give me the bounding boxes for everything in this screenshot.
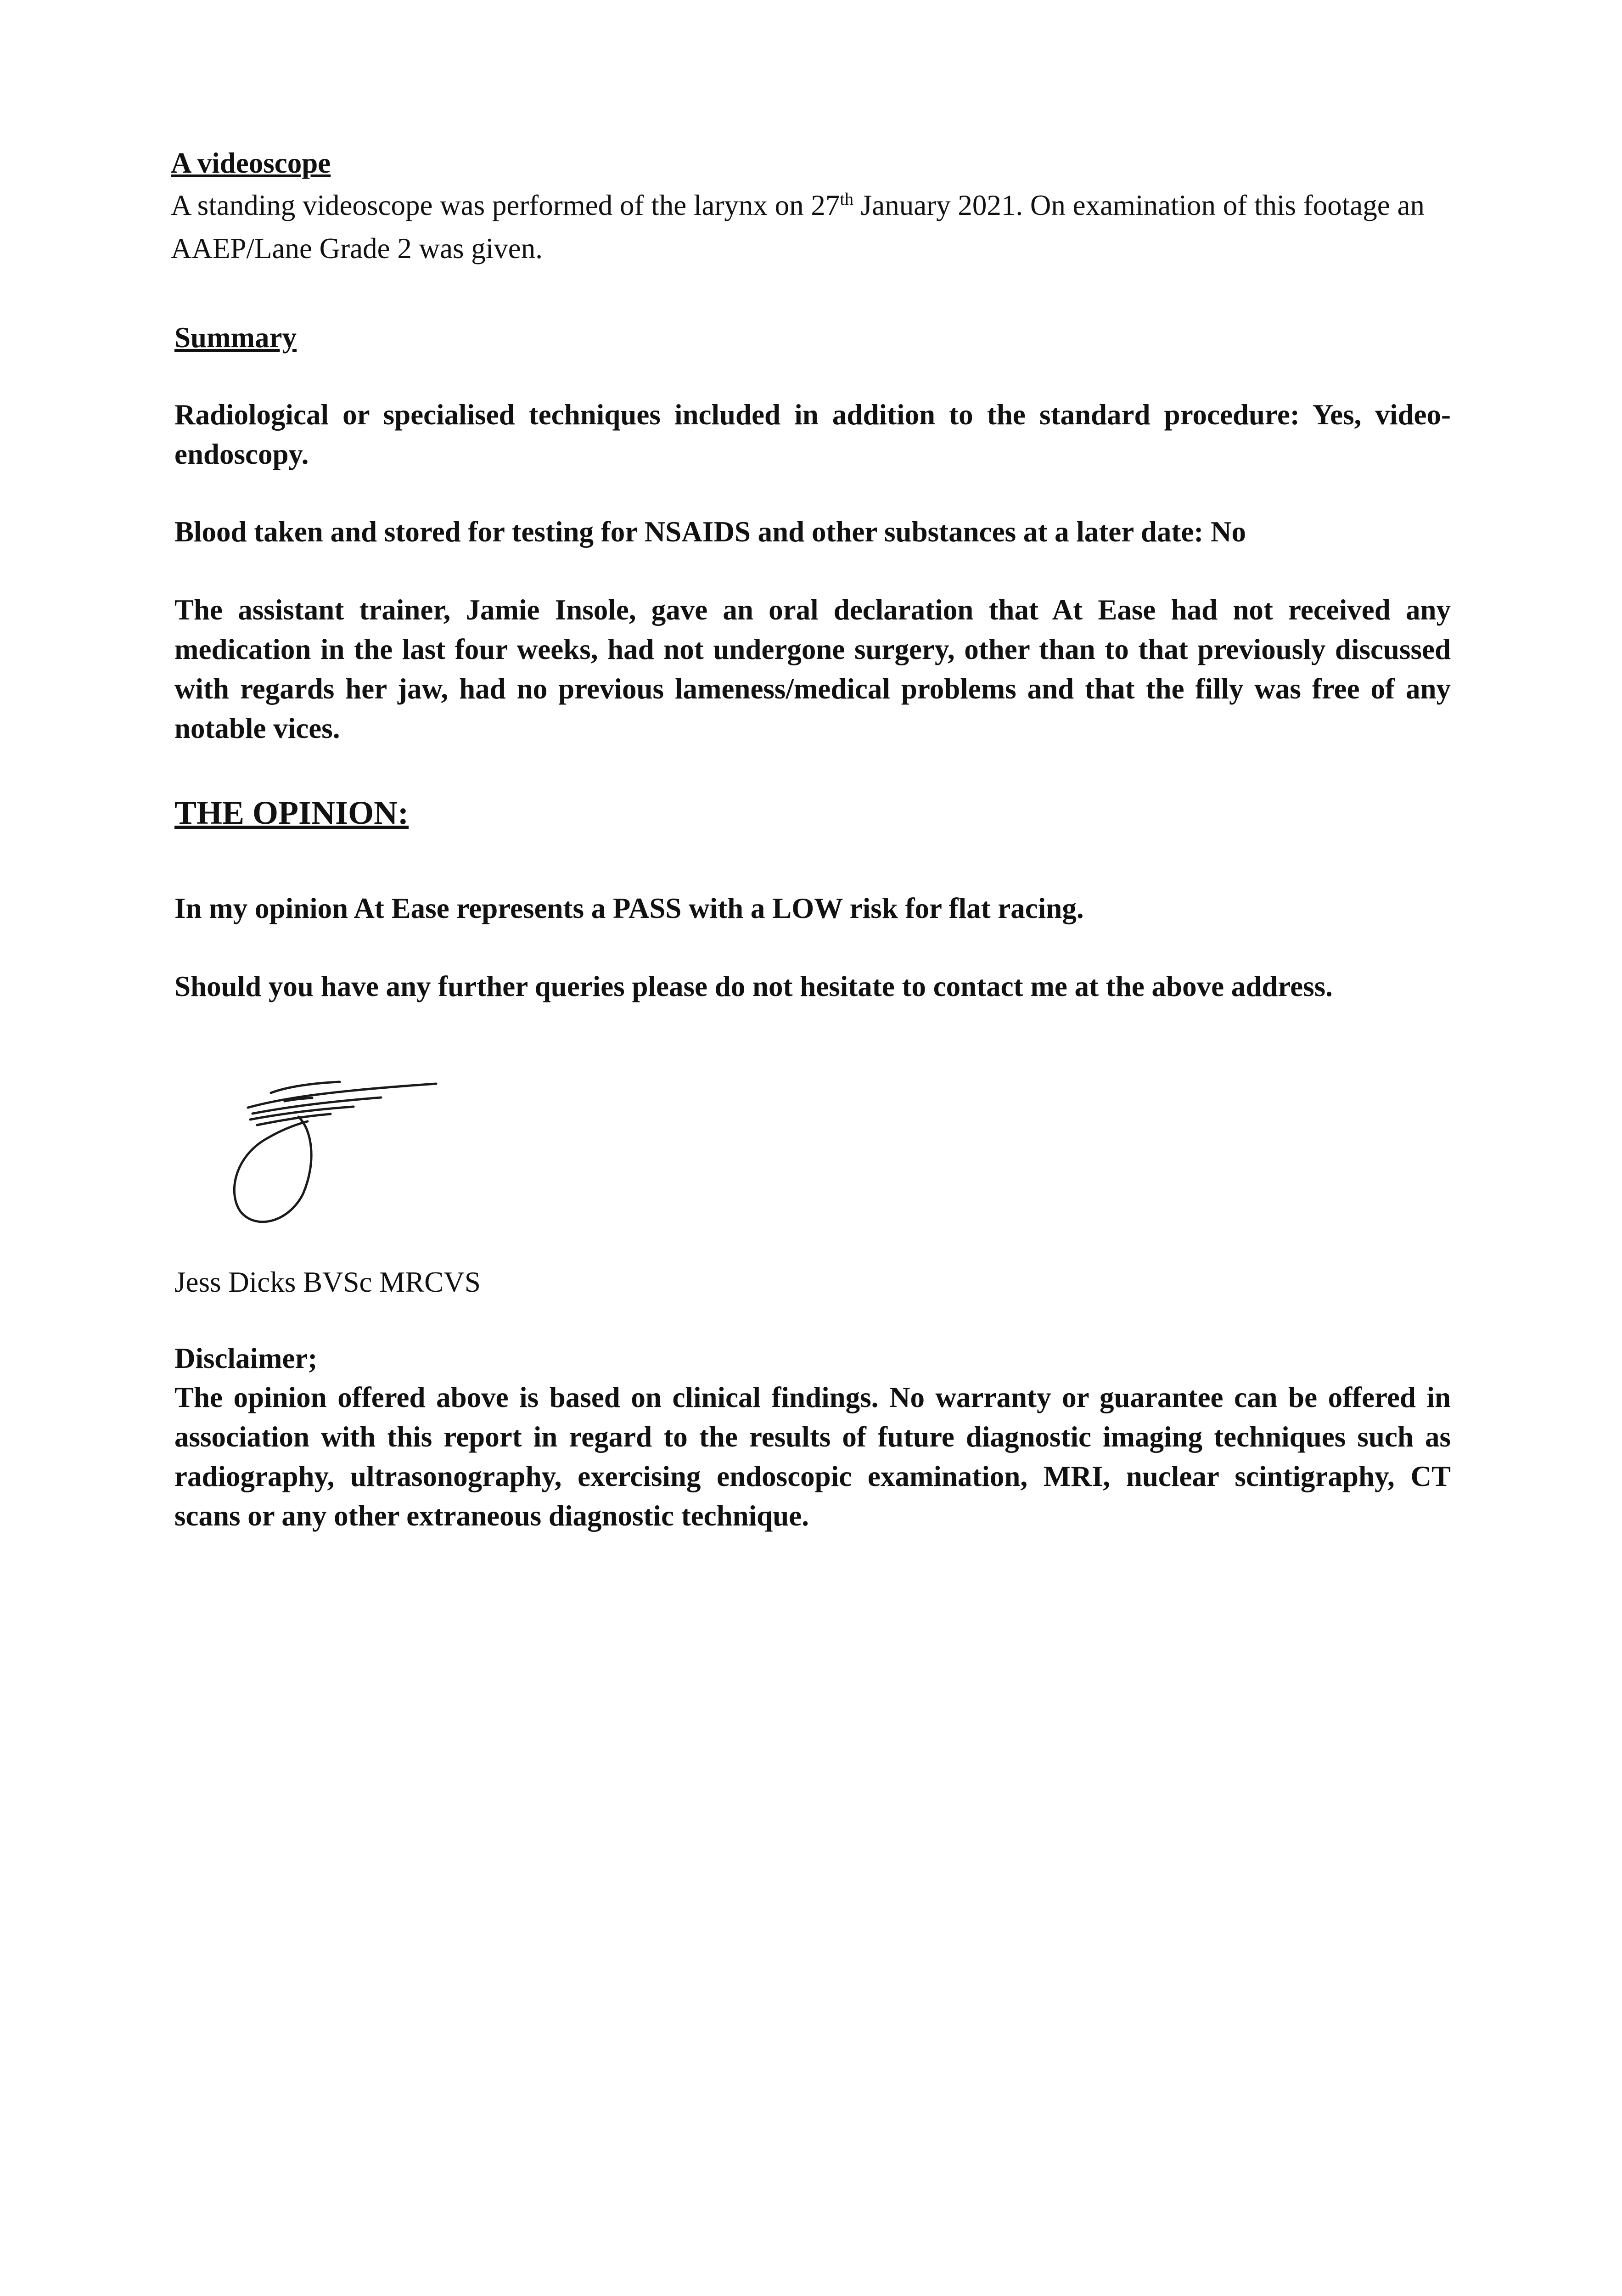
videoscope-text-before: A standing videoscope was performed of the larynx on 27 [171, 189, 840, 221]
videoscope-text-after: January 2021. On examination of this footage an AAEP/Lane Grade 2 was given. [171, 189, 1425, 264]
blood-paragraph: Blood taken and stored for testing for NSAIDS and other substances at a later date: No [174, 516, 1246, 548]
videoscope-ordinal: th [840, 190, 853, 209]
opinion-statement: In my opinion At Ease represents a PASS with a LOW risk for flat racing. [174, 892, 1084, 924]
videoscope-paragraph [171, 184, 1484, 270]
opinion-heading: THE OPINION: [174, 794, 409, 831]
disclaimer-heading: Disclaimer; [174, 1342, 318, 1374]
signatory-name: Jess Dicks BVSc MRCVS [174, 1266, 481, 1298]
summary-heading: Summary [174, 321, 297, 354]
disclaimer-paragraph: The opinion offered above is based on clinical findings. No warranty or guarantee can be offered in association with this report in regard to the results of future diagnostic imaging techniques such as radiography, ultrasonography, exercising endoscopic examination, MRI, nuclear scintigraphy, CT scans or any other extraneous diagnostic technique. [174, 1381, 1451, 1532]
videoscope-heading: A videoscope [171, 147, 331, 179]
declaration-paragraph: The assistant trainer, Jamie Insole, gave an oral declaration that At Ease had not received any medication in the last four weeks, had not undergone surgery, other than to that previously discussed with regards her jaw, had no previous lameness/medical problems and that the filly was free of any notable vices. [174, 594, 1451, 744]
radiological-paragraph: Radiological or specialised techniques included in addition to the standard procedure: Yes, video-endoscopy. [174, 399, 1451, 470]
signature-image [216, 1065, 455, 1249]
contact-paragraph: Should you have any further queries please do not hesitate to contact me at the above address. [174, 970, 1333, 1002]
